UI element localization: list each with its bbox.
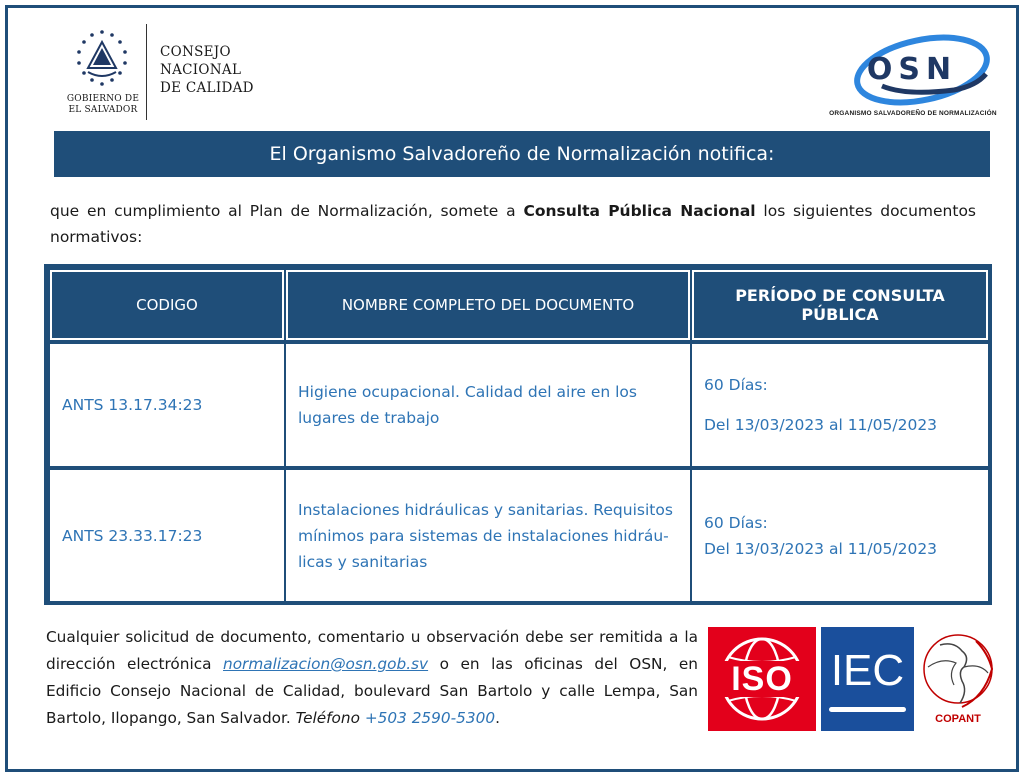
row-2-period-range: Del 13/03/2023 al 11/05/2023 [704,539,938,558]
phone-number[interactable]: +503 2590-5300 [364,709,496,727]
row-2-period-days: 60 Días: [704,513,768,532]
row-1-period-range: Del 13/03/2023 al 11/05/2023 [704,416,938,434]
header-codigo: CODIGO [50,270,284,340]
council-line-3: DE CALIDAD [160,80,254,96]
osn-logo-letters: OSN [866,52,958,87]
footer-paragraph [46,624,698,732]
contact-email-link[interactable]: normalizacion@osn.gob.sv [223,655,429,673]
iec-underline [829,707,906,712]
intro-paragraph [50,198,976,250]
gov-name-text [58,94,148,116]
notice-banner: El Organismo Salvadoreño de Normalización notifica: [54,131,990,177]
documents-table [44,264,992,605]
national-seal-icon [72,28,132,90]
gobierno-el-salvador-logo [58,28,146,120]
intro-text-start: que en cumplimiento al Plan de Normalización, somete a [50,202,524,220]
intro-text-end: los siguientes documentos normativos: [50,202,977,246]
table-row-2-name: Instalaciones hidráulicas y sanitarias. Requisitos mínimos para sistemas de instalaciones hidráu-licas y sanitarias [286,470,690,601]
header-nombre: NOMBRE COMPLETO DEL DOCUMENTO [286,270,690,340]
council-line-1: CONSEJO [160,44,231,60]
gov-line-2: EL SALVADOR [68,105,138,115]
table-row-2-period [692,470,988,601]
consejo-nacional-calidad-text [160,43,254,97]
table-row-1-name: Higiene ocupacional. Calidad del aire en los lugares de trabajo [286,344,690,466]
footer-text-middle: o en las oficinas del OSN, en Edificio Consejo Nacional de Calidad, boulevard San Bartolo y calle Lempa, San Bartolo, Ilopango, San Salvador. [46,655,698,727]
copant-logo [918,627,998,731]
table-row-1-code: ANTS 13.17.34:23 [50,344,284,466]
intro-bold-text: Consulta Pública Nacional [523,202,756,220]
row-1-period-days: 60 Días: [704,376,768,394]
table-row-1-period [692,344,988,466]
phone-label: Teléfono [295,709,360,727]
iec-text: IEC [830,646,905,695]
iso-text: ISO [708,661,816,697]
council-line-2: NACIONAL [160,62,242,78]
header-periodo: PERÍODO DE CONSULTA PÚBLICA [692,270,988,340]
iec-logo [821,627,914,731]
footer-end: . [495,709,500,727]
footer-text-start: Cualquier solicitud de documento, comentario u observación debe ser remitida a la dirección electrónica [46,628,698,673]
table-row-2-code: ANTS 23.33.17:23 [50,470,284,601]
copant-text: COPANT [935,713,981,725]
iso-logo [708,627,816,731]
header-divider [146,24,147,120]
osn-caption: ORGANISMO SALVADOREÑO DE NORMALIZACIÓN [829,110,997,117]
gov-line-1: GOBIERNO DE [66,94,140,104]
